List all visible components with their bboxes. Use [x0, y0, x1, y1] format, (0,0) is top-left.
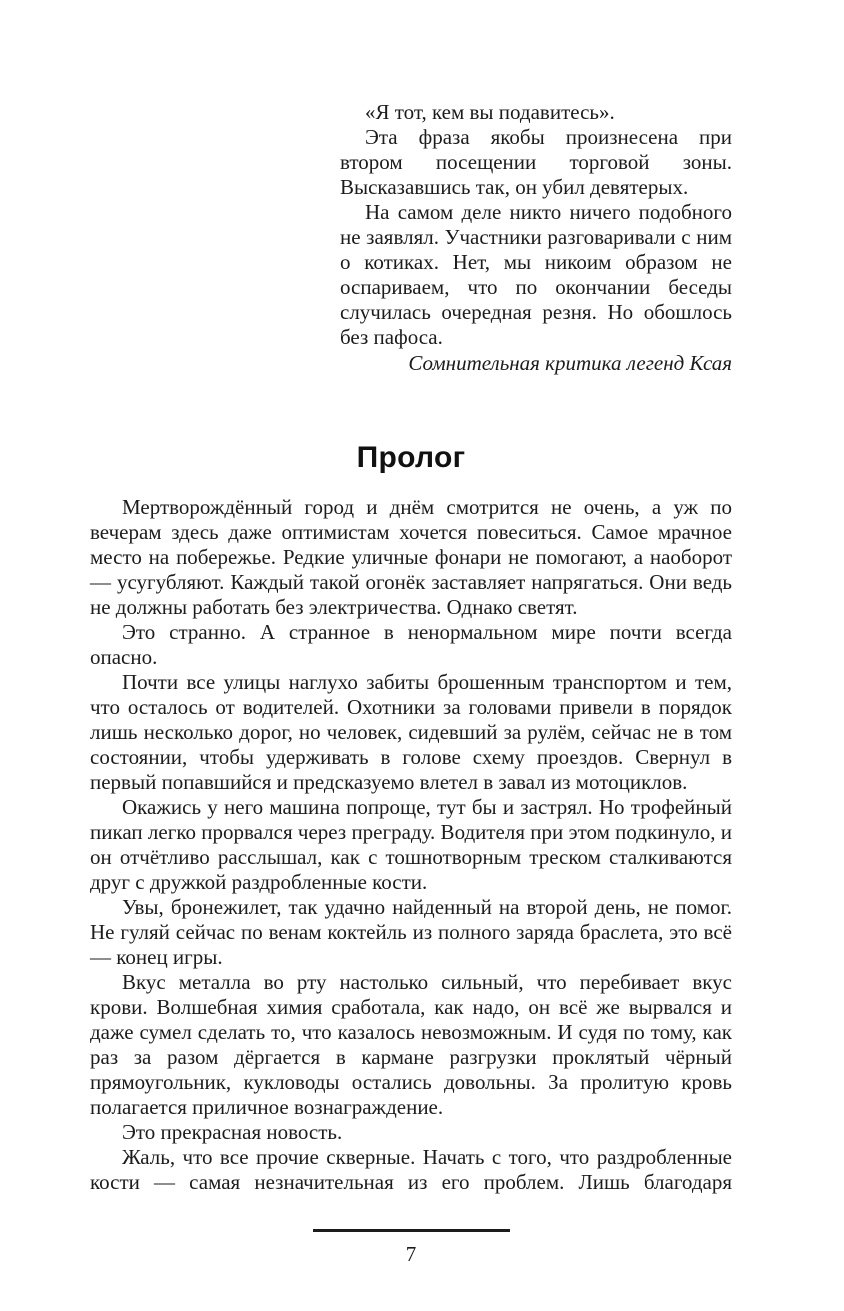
page-footer [90, 1229, 732, 1267]
body-paragraph: Увы, бронежилет, так удачно найденный на второй день, не помог. Не гуляй сейчас по венам коктейль из полного заряда браслета, это всё — конец игры. [90, 895, 732, 969]
body-paragraph: Жаль, что все прочие скверные. Начать с того, что раздробленные кости — самая незначительная из его проблем. Лишь благодаря [90, 1145, 732, 1194]
body-paragraph: Почти все улицы наглухо забиты брошенным транспортом и тем, что осталось от водителей. Охотники за головами привели в порядок лишь несколько дорог, но человек, сидевший за рулём, сейчас не в том состоянии, чтобы удерживать в голове схему проездов. Свернул в первый попавшийся и предсказуемо влетел в завал из мотоциклов. [90, 670, 732, 794]
epigraph-attribution: Сомнительная критика легенд Ксая [408, 351, 732, 375]
body-paragraph: Окажись у него машина попроще, тут бы и застрял. Но трофейный пикап легко прорвался через преграду. Водителя при этом подкинуло, и он отчётливо расслышал, как с тошнотворным треском сталкиваются друг с дружкой раздробленные кости. [90, 795, 732, 894]
footer-rule [313, 1229, 510, 1232]
chapter-title: Пролог [356, 441, 466, 474]
page-number: 7 [405, 1242, 417, 1266]
body-paragraph: Вкус металла во рту настолько сильный, что перебивает вкус крови. Волшебная химия сработала, как надо, он всё же вырвался и даже сумел сделать то, что казалось невозможным. И судя по тому, как раз за разом дёргается в кармане разгрузки проклятый чёрный прямоугольник, кукловоды остались довольны. За пролитую кровь полагается приличное вознаграждение. [90, 970, 732, 1119]
epigraph [340, 100, 732, 376]
body-paragraph: Мертворождённый город и днём смотрится не очень, а уж по вечерам здесь даже оптимистам хочется повеситься. Самое мрачное место на побережье. Редкие уличные фонари не помогают, а наоборот — усугубляют. Каждый такой огонёк заставляет напрягаться. Они ведь не должны работать без электричества. Однако светят. [90, 495, 732, 619]
chapter-body [90, 495, 732, 1195]
body-paragraph: Это прекрасная новость. [122, 1120, 343, 1144]
body-paragraph: Это странно. А странное в ненормальном мире почти всегда опасно. [90, 620, 732, 669]
epigraph-paragraph: На самом деле никто ничего подобного не заявлял. Участники разговаривали с ним о котиках. Нет, мы никоим образом не оспариваем, что по окончании беседы случилась очередная резня. Но обошлось без пафоса. [340, 200, 732, 349]
epigraph-paragraph: Эта фраза якобы произнесена при втором посещении торговой зоны. Высказавшись так, он убил девятерых. [340, 125, 732, 199]
epigraph-paragraph: «Я тот, кем вы подавитесь». [365, 100, 615, 124]
